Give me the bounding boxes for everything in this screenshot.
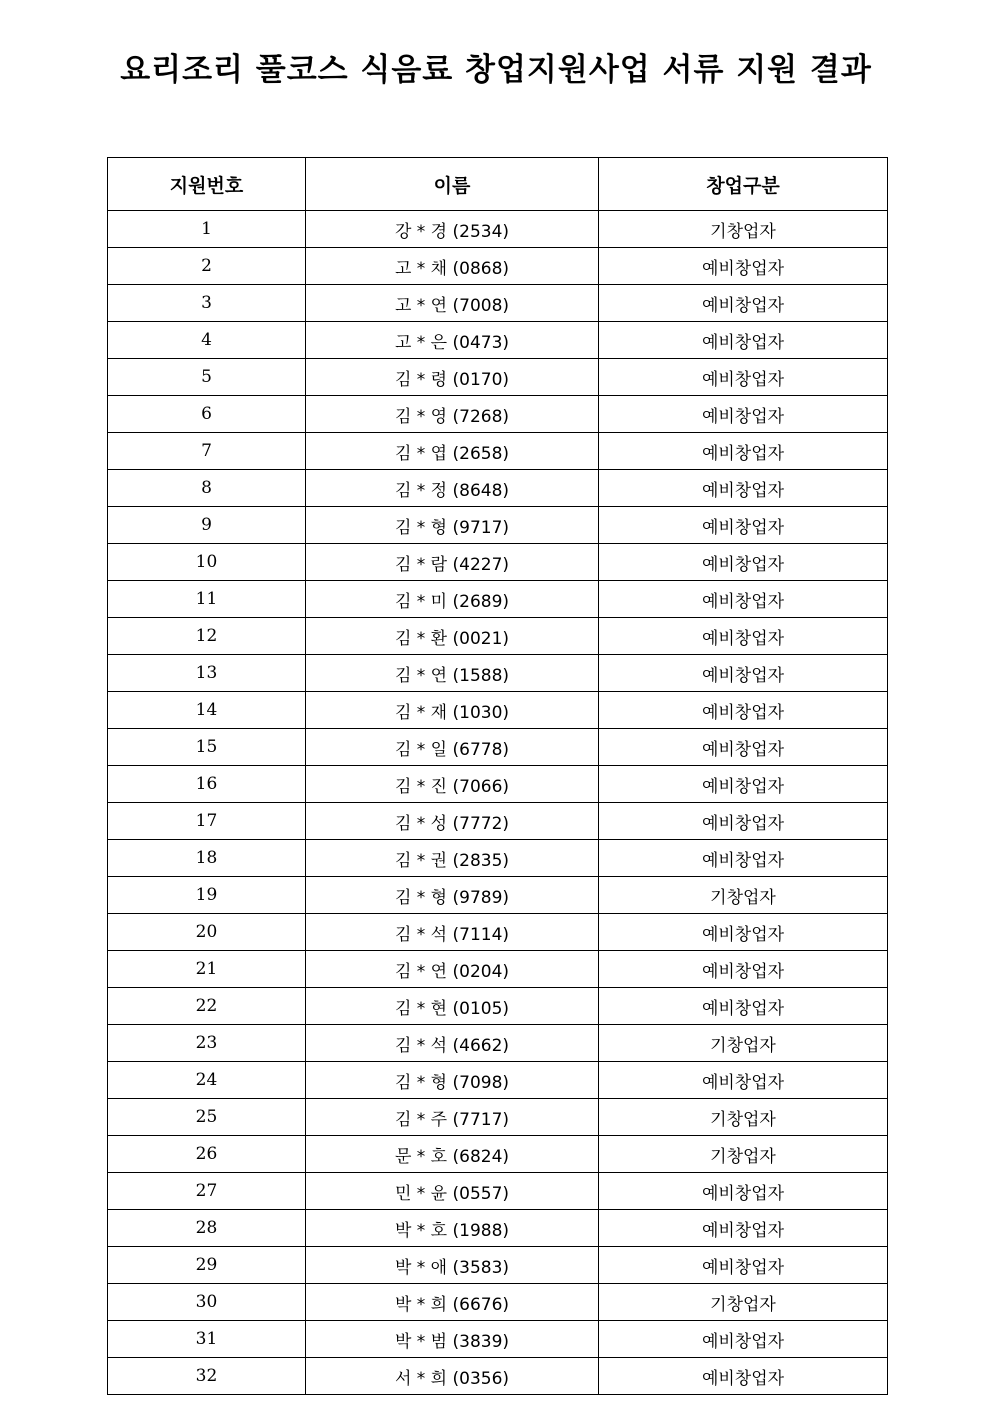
application-number-cell: 1: [108, 211, 306, 248]
table-row: [108, 359, 888, 396]
startup-type-cell: 예비창업자: [599, 1358, 888, 1395]
table-header-row: [108, 158, 888, 211]
table-row: [108, 618, 888, 655]
table-row: [108, 470, 888, 507]
startup-type-cell: 예비창업자: [599, 729, 888, 766]
applicant-name-cell: 김 * 미 (2689): [306, 581, 599, 618]
applicant-name-cell: 김 * 형 (9789): [306, 877, 599, 914]
table-row: [108, 914, 888, 951]
application-number-cell: 5: [108, 359, 306, 396]
application-number-cell: 31: [108, 1321, 306, 1358]
applicant-name-cell: 민 * 윤 (0557): [306, 1173, 599, 1210]
startup-type-cell: 예비창업자: [599, 285, 888, 322]
application-number-cell: 20: [108, 914, 306, 951]
application-number-cell: 24: [108, 1062, 306, 1099]
applicant-name-cell: 김 * 석 (7114): [306, 914, 599, 951]
table-row: [108, 1062, 888, 1099]
applicant-name-cell: 서 * 희 (0356): [306, 1358, 599, 1395]
table-row: [108, 803, 888, 840]
table-row: [108, 766, 888, 803]
table-row: [108, 248, 888, 285]
startup-type-cell: 예비창업자: [599, 1062, 888, 1099]
startup-type-cell: 예비창업자: [599, 692, 888, 729]
startup-type-cell: 예비창업자: [599, 1321, 888, 1358]
startup-type-cell: 예비창업자: [599, 544, 888, 581]
application-number-cell: 22: [108, 988, 306, 1025]
results-table: [107, 157, 888, 1395]
startup-type-cell: 예비창업자: [599, 1173, 888, 1210]
table-row: [108, 1136, 888, 1173]
application-number-cell: 13: [108, 655, 306, 692]
startup-type-cell: 예비창업자: [599, 618, 888, 655]
startup-type-cell: 예비창업자: [599, 988, 888, 1025]
table-row: [108, 1247, 888, 1284]
applicant-name-cell: 문 * 호 (6824): [306, 1136, 599, 1173]
applicant-name-cell: 김 * 환 (0021): [306, 618, 599, 655]
table-row: [108, 1284, 888, 1321]
startup-type-cell: 예비창업자: [599, 1210, 888, 1247]
application-number-cell: 7: [108, 433, 306, 470]
application-number-cell: 6: [108, 396, 306, 433]
application-number-cell: 10: [108, 544, 306, 581]
application-number-cell: 16: [108, 766, 306, 803]
table-row: [108, 1025, 888, 1062]
startup-type-cell: 예비창업자: [599, 359, 888, 396]
applicant-name-cell: 김 * 형 (7098): [306, 1062, 599, 1099]
startup-type-cell: 예비창업자: [599, 951, 888, 988]
applicant-name-cell: 박 * 범 (3839): [306, 1321, 599, 1358]
table-row: [108, 1173, 888, 1210]
application-number-cell: 4: [108, 322, 306, 359]
application-number-cell: 3: [108, 285, 306, 322]
table-row: [108, 692, 888, 729]
startup-type-cell: 예비창업자: [599, 766, 888, 803]
table-row: [108, 581, 888, 618]
applicant-name-cell: 김 * 일 (6778): [306, 729, 599, 766]
application-number-cell: 18: [108, 840, 306, 877]
application-number-cell: 12: [108, 618, 306, 655]
startup-type-cell: 예비창업자: [599, 803, 888, 840]
applicant-name-cell: 김 * 성 (7772): [306, 803, 599, 840]
applicant-name-cell: 박 * 희 (6676): [306, 1284, 599, 1321]
startup-type-cell: 예비창업자: [599, 581, 888, 618]
table-row: [108, 544, 888, 581]
application-number-cell: 21: [108, 951, 306, 988]
table-row: [108, 877, 888, 914]
table-row: [108, 951, 888, 988]
startup-type-cell: 기창업자: [599, 1136, 888, 1173]
application-number-cell: 11: [108, 581, 306, 618]
applicant-name-cell: 김 * 연 (0204): [306, 951, 599, 988]
application-number-cell: 14: [108, 692, 306, 729]
startup-type-cell: 기창업자: [599, 211, 888, 248]
applicant-name-cell: 고 * 연 (7008): [306, 285, 599, 322]
applicant-name-cell: 강 * 경 (2534): [306, 211, 599, 248]
table-row: [108, 322, 888, 359]
applicant-name-cell: 고 * 은 (0473): [306, 322, 599, 359]
table-row: [108, 285, 888, 322]
startup-type-cell: 기창업자: [599, 1284, 888, 1321]
column-header-name: 이름: [306, 158, 599, 211]
application-number-cell: 23: [108, 1025, 306, 1062]
application-number-cell: 8: [108, 470, 306, 507]
applicant-name-cell: 고 * 채 (0868): [306, 248, 599, 285]
applicant-name-cell: 김 * 주 (7717): [306, 1099, 599, 1136]
startup-type-cell: 예비창업자: [599, 914, 888, 951]
table-row: [108, 396, 888, 433]
applicant-name-cell: 김 * 권 (2835): [306, 840, 599, 877]
table-row: [108, 840, 888, 877]
applicant-name-cell: 김 * 령 (0170): [306, 359, 599, 396]
application-number-cell: 30: [108, 1284, 306, 1321]
startup-type-cell: 예비창업자: [599, 507, 888, 544]
startup-type-cell: 예비창업자: [599, 840, 888, 877]
applicant-name-cell: 김 * 형 (9717): [306, 507, 599, 544]
table-row: [108, 1099, 888, 1136]
table-row: [108, 1321, 888, 1358]
applicant-name-cell: 박 * 호 (1988): [306, 1210, 599, 1247]
applicant-name-cell: 김 * 석 (4662): [306, 1025, 599, 1062]
application-number-cell: 29: [108, 1247, 306, 1284]
application-number-cell: 17: [108, 803, 306, 840]
table-row: [108, 1358, 888, 1395]
startup-type-cell: 예비창업자: [599, 248, 888, 285]
startup-type-cell: 예비창업자: [599, 655, 888, 692]
startup-type-cell: 예비창업자: [599, 1247, 888, 1284]
startup-type-cell: 예비창업자: [599, 433, 888, 470]
application-number-cell: 28: [108, 1210, 306, 1247]
startup-type-cell: 예비창업자: [599, 470, 888, 507]
applicant-name-cell: 김 * 엽 (2658): [306, 433, 599, 470]
applicant-name-cell: 김 * 진 (7066): [306, 766, 599, 803]
applicant-name-cell: 박 * 애 (3583): [306, 1247, 599, 1284]
startup-type-cell: 기창업자: [599, 1099, 888, 1136]
application-number-cell: 19: [108, 877, 306, 914]
applicant-name-cell: 김 * 현 (0105): [306, 988, 599, 1025]
table-row: [108, 433, 888, 470]
page-title: 요리조리 풀코스 식음료 창업지원사업 서류 지원 결과: [120, 52, 872, 88]
table-row: [108, 1210, 888, 1247]
applicant-name-cell: 김 * 재 (1030): [306, 692, 599, 729]
applicant-name-cell: 김 * 연 (1588): [306, 655, 599, 692]
table-row: [108, 211, 888, 248]
table-row: [108, 655, 888, 692]
table-row: [108, 507, 888, 544]
startup-type-cell: 예비창업자: [599, 322, 888, 359]
application-number-cell: 26: [108, 1136, 306, 1173]
table-row: [108, 729, 888, 766]
application-number-cell: 15: [108, 729, 306, 766]
application-number-cell: 32: [108, 1358, 306, 1395]
applicant-name-cell: 김 * 정 (8648): [306, 470, 599, 507]
column-header-application-number: 지원번호: [108, 158, 306, 211]
column-header-startup-type: 창업구분: [599, 158, 888, 211]
application-number-cell: 27: [108, 1173, 306, 1210]
application-number-cell: 2: [108, 248, 306, 285]
applicant-name-cell: 김 * 람 (4227): [306, 544, 599, 581]
table-row: [108, 988, 888, 1025]
startup-type-cell: 기창업자: [599, 1025, 888, 1062]
startup-type-cell: 기창업자: [599, 877, 888, 914]
applicant-name-cell: 김 * 영 (7268): [306, 396, 599, 433]
application-number-cell: 9: [108, 507, 306, 544]
startup-type-cell: 예비창업자: [599, 396, 888, 433]
application-number-cell: 25: [108, 1099, 306, 1136]
